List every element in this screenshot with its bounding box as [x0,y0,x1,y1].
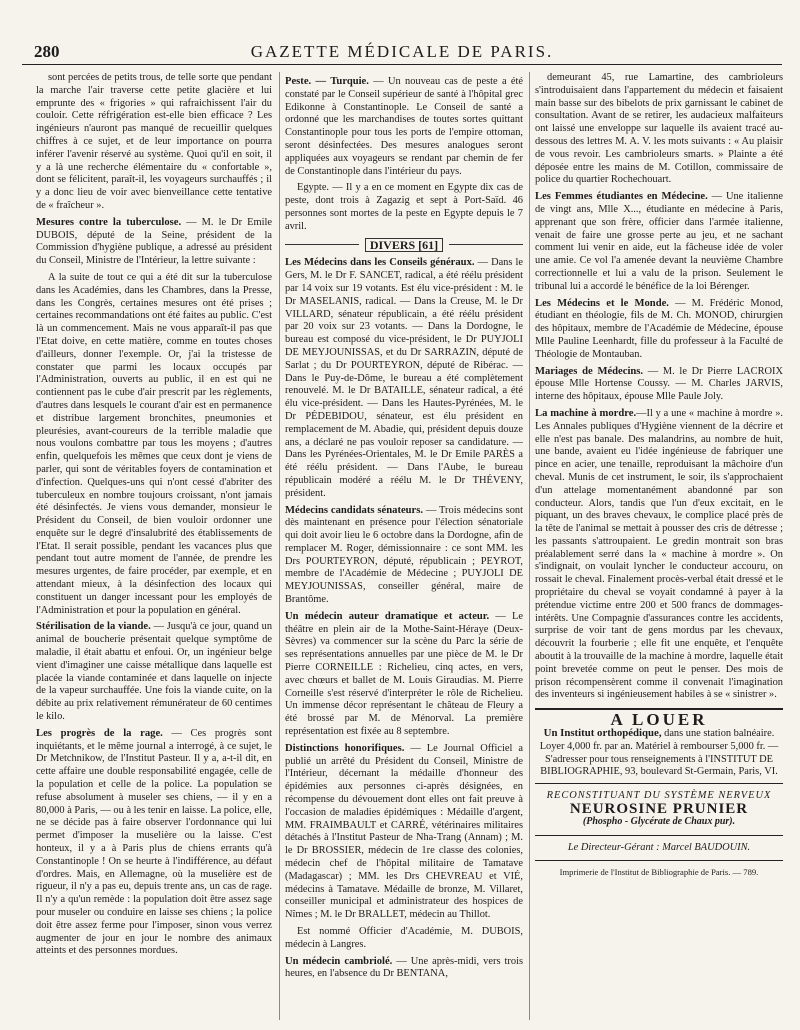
article-title: Mesures contre la tuberculose. [36,216,182,228]
article-text: — Le théâtre en plein air de la Mothe-Saint-Héraye (Deux-Sèvres) va commencer sur la scène du Parc la série de ses représentations annuelles par une pièce de M. le Dr Pierre CORNEILLE : Richelieu, cinq actes, en vers, avec chœurs et ballet de M. Louis Giraudias. M. Pierre Corneille s'est réservé d'interpréter le rôle de Richelieu. Un immense décor représentant le château de Fleury a été brossé par M. de Ménorval. La première représentation est fixée au 8 septembre. [285,610,523,738]
article-title: Stérilisation de la viande. [36,621,151,633]
article-title: Un médecin auteur dramatique et acteur. [285,610,490,622]
article-text: — Ces progrès sont inquiétants, et le même journal a interrogé, à ce sujet, le Dr Metchnikow, de l'Institut Pasteur. Il y a, a-t-il dit, en cette affaire une double responsabilité engagée, celle de la population et celle de la police. La population se refuse absolument à museler ses chiens, — il y en a 80,000 à Paris, — ou à les tenir en laisse. La police, elle, ne se décide pas à faire observer l'ordonnance qui lui permet d'imposer la muselière ou la laisse. C'est honteux, il y a à Paris plus de chiens errants qu'à Constantinople ! On se heurte à l'indifférence, au défaut d'ordres. Mais, en Allemagne, où la muselière est de rigueur, il n'y a pas eu, depuis trente ans, un cas de rage. Il n'y a qu'un remède : la population doit être assez sage pour museler ou conduire en laisse ses chiens ; la police doit être assez ferme pour l'imposer, sinon vous verrez augmenter de jour en jour le nombre des animaux atteints et des personnes mordues. [36,727,272,957]
article-text: demeurant 45, rue Lamartine, des cambrioleurs s'introduisaient dans l'appartement du médecin et faisaient main basse sur des bibelots de prix garnissant le cabinet de consultation. Avant de se retirer, les audacieux malfaiteurs ont laissé une enveloppe sur laquelle ils avaient tracé au-dessous des lettres M. A. V. les mots suivants : « Au plaisir de vous revoir. Les cambrioleurs smarts. » Plainte a été déposée entre les mains de M. Cotillon, commissaire de police du quartier Rochechouart. [535,72,783,186]
article-text: — M. le Dr Pierre LACROIX épouse Mlle Hortense Coussy. — M. Charles JARVIS, interne des hôpitaux, épouse Mlle Paule Joly. [535,365,783,403]
article-title: Les progrès de la rage. [36,727,163,739]
page-header [22,40,782,65]
article-intro: sont percées de petits trous, de telle sorte que pendant la marche l'air traverse cette petite glacière et lui emprunte des « frigories » qui rafraichissent l'air du couloir. Cette réfrigération est-elle bien efficace ? Les ingénieurs n'auront pas manqué de recueillir quelques chiffres à ce sujet, et de leur importance on pourra inférer l'avenir réservé au système. Quoi qu'il en soit, il y a là une recherche élémentaire du « confortable », dont se félicitent, paraît-il, les voyageurs surchauffés ; il y a donc lieu de voir avec bienveillance cette tentative de « fraîcheur ». [36,72,272,211]
article-text: — Dans le Gers, M. le Dr F. SANCET, radical, a été réélu président par 14 voix sur 19 votants. Est élu vice-président : M. le Dr MASELANIS, radical. — Dans la Creuse, M. le Dr VILLARD, sénateur républicain, a été réélu président par 20 voix sur 23 votants. — Dans la Dordogne, le bureau est composé du vice-président, le Dr PUYJOLI DE MEYJOUNISSAS, et du Dr SARRAZIN, député de Sarlat ; du Dr POURTEYRON, député de Ribérac. — Dans le Puy-de-Dôme, le bureau a été complètement renouvelé. M. le Dr BATAILLE, sénateur radical, a été élu vice-président. — Dans les Hautes-Pyrénées, M. le Dr PÉDEBIDOU, sénateur, est élu président en remplacement de M. Abadie, qui, président depuis douze ans, a déclaré ne pas vouloir reposer sa candidature. — Dans les Pyrénées-Orientales, M. le Dr Emile PARÈS a été réélu président. — Dans l'Aube, le bureau républicain modéré a réélu M. le Dr THÉVENY, président. [285,257,523,499]
section-label: DIVERS [61] [365,238,443,253]
article-title: Peste. — Turquie. [285,76,369,87]
ad-text: dans une station balnéaire. Loyer 4,000 fr. par an. Matériel à rembourser 5,000 fr. — S'adresser pour tous renseignements à l'INSTITUT DE BIBLIOGRAPHIE, 93, boulevard St-Germain, Paris, VI. [539,728,779,778]
director-signature: Le Directeur-Gérant : Marcel BAUDOUIN. [535,836,783,862]
ad-body [535,727,783,779]
advertisement-a-louer [535,708,783,784]
advertisement-neurosine [535,784,783,835]
divider [285,244,359,245]
article-title: Les Médecins et le Monde. [535,297,669,309]
article-text: —Il y a une « machine à mordre ». Les Annales publiques d'Hygiène viennent de la décrire et elle n'est pas banale. Des malandrins, au nombre de huit, une bande, avaient eu l'idée ingénieuse de fabriquer une pince en acier, une tenaille, reproduisant la mâchoire d'un cheval. Munis de cet instrument, le soir, ils s'approchaient d'un attelage momentanément abandonné par son conducteur. Alors, tandis que l'un d'eux excitait, en le piquant, un des braves chevaux, le complice placé près de la tête de l'animal se mettait à pousser des cris de détresse ; les passants s'attroupaient. Le gredin montrait son bras préalablement serré dans la « machine à mordre ». On s'indignait, on voulait lyncher le conducteur accouru, on rossait le cheval. Finalement procès-verbal était dressé et le propriétaire du cheval se voyait condamné à payer à la prétendue victime entre 200 et 500 francs de dommages-intérêts. Une Compagnie d'assurances contre les accidents, surprise de voir tant de gens mordus par les chevaux, découvrit la fourberie ; elle fit une enquête, et l'enquête aboutit à la trouvaille de la machine à mordre, laquelle était point brevetée comme on peut le penser. Des mois de prison récompensèrent comme il convenait l'imagination des inventeurs si ingénieusement habiles à se « sinistrer ». [535,407,783,701]
page-number: 280 [34,42,60,61]
article-text: — Jusqu'à ce jour, quand un animal de boucherie présentait quelque symptôme de maladie, il était abattu et enfoui. Or, un ingénieur belge vient d'imaginer une caisse métallique dans laquelle est placée la viande contaminée et dans laquelle on injecte de la vapeur surchauffée. Une fois la viande cuite, on la débite au prix relativement rémunérateur de 60 centimes le kilo. [36,621,272,723]
column-divider [279,72,280,1020]
article-text: — Le Journal Officiel a publié un arrêté du Président du Conseil, Ministre de l'Intérieur, décernant la médaille d'honneur des épidémies aux personnes ci-après désignées, en récompense du dévouement dont elles ont fait preuve à l'occasion de maladies épidémiques : Médaille d'argent, MM. FRAIMBAULT et CARRÉ, vétérinaires militaires détachés à l'Institut Pasteur de Nha-Trang (Annam) ; M. le Dr BROSSIER, médecin de 1re classe des colonies, médecin chef de l'hôpital militaire de Tamatave (Madagascar) ; MM. les Drs CHEVREAU et VIÉ, médecins à Tamatave. Médaille de bronze, M. Villaret, conseiller municipal et administrateur des hospices de Nîmes ; M. le Dr BRALLET, médecin au Thillot. [285,742,523,921]
article-title: Mariages de Médecins. [535,365,644,377]
article-title: Les Femmes étudiantes en Médecine. [535,191,708,203]
article-title: Médecins candidats sénateurs. [285,504,424,516]
ad-subtitle: Un Institut orthopédique, [543,727,662,740]
column-right [535,72,783,1020]
article-text: — Une après-midi, vers trois heures, en l'absence du Dr BENTANA, [285,955,523,980]
column-left [36,72,272,1020]
ad-title: A LOUER [610,710,708,730]
article-title: La machine à mordre. [535,407,637,419]
article-text: — M. le Dr Emile DUBOIS, député de la Seine, président de la Commission d'hygiène publique, a adressé au président du Conseil, Ministre de l'Intérieur, la lettre suivante : [36,216,272,267]
section-header-divers [285,238,523,253]
article-text: — Trois médecins sont dès maintenant en présence pour l'élection sénatoriale qui doit avoir lieu le 6 octobre dans la Dordogne, afin de remplacer M. Roger, démissionnaire : ce sont MM. les Drs POURTEYRON, député, républicain ; PEYROT, membre de l'Académie de Médecine ; PUYJOLI DE MEYJOUNISSAS, conseiller général, maire de Brantôme. [285,504,523,606]
article-text: — Une italienne de vingt ans, Mlle X..., étudiante en médecine à Paris, apprenant que son frère, officier dans l'armée italienne, venait de faire une grosse perte au jeu, et ne sachant comment lui venir en aide, eut la fâcheuse idée de voler une amie. Ce vol l'a amenée devant la neuvième Chambre correctionnelle et lui a valu de la prison. Seulement le tribunal lui a accordé le bénéfice de la loi Bérenger. [535,191,783,292]
divider [449,244,523,245]
article-title: Distinctions honorifiques. [285,742,405,754]
article-title: Un médecin cambriolé. [285,955,393,967]
article-text: — Un nouveau cas de peste a été constaté par le Conseil supérieur de santé à l'hôpital grec Edikonne à Constantinople. Le Conseil de santé a ordonné que les marchandises de toutes sortes quittant Constantinople pour tous les ports de l'empire ottoman, seront désinfectées. Des mesures analogues seront appliquées aux voyageurs se rendant par chemin de fer de Constantinople dans l'intérieur du pays. [285,76,523,177]
article-text: Egypte. — Il y a en ce moment en Egypte dix cas de peste, dont trois à Zagazig et sept à Port-Saïd. 46 personnes sont mortes de la peste en Egypte depuis le 7 avril. [285,182,523,232]
ad-tagline: RECONSTITUANT DU SYSTÈME NERVEUX [546,790,772,802]
printer-imprint: Imprimerie de l'Institut de Bibliographie de Paris. — 789. [559,867,759,878]
article-text: Est nommé Officier d'Académie, M. DUBOIS, médecin à Langres. [285,926,523,950]
article-title: Les Médecins dans les Conseils généraux. [285,257,475,269]
article-text: A la suite de tout ce qui a été dit sur la tuberculose dans les Académies, dans les Chambres, dans la Presse, dans les Congrès, certaines mesures ont été prises ; certaines recommandations ont été faites au public. C'est là un commencement. Mais ne vous apparaît-il pas que l'Etat doive, en cette matière, comme en toutes choses d'ailleurs, donner l'exemple. Or, j'ai la tristesse de constater que parmi les locaux occupés par l'Administration, ouverts au public, il en est qui ne contiennent pas le cube d'air prescrit par les règlements, d'autres dans lesquels le courant d'air est en permanence et distribue largement bronchites, pneumonies et pleurésies, avant-coureurs de la terrible maladie que nous voulons combattre par tous les moyens ; d'autres enfin, quelquefois les mêmes que ceux dont je viens de parler, qui sont de véritables foyers de contamination et d'infection. Quelques-uns qui n'ont cessé d'abriter des tuberculeux en nombre toujours croissant, n'ont jamais été désinfectés. Je viens vous demander, monsieur le Président du Conseil, de bien vouloir ordonner une enquête sur le degré d'insalubrité des établissements de l'Etat. Il serait possible, pendant les vacances plus que pendant tout autre moment de l'année, de prendre les mesures urgentes, de faire procéder, par exemple, et en attendant mieux, à la désinfection des locaux qui constituent un danger incessant pour les employés de l'Administration et pour la population en général. [36,271,272,616]
ad-product-name: NEUROSINE PRUNIER [569,801,749,818]
ad-product-detail: (Phospho - Glycérate de Chaux pur). [582,815,736,827]
column-middle [285,72,523,1020]
article-text: — M. Frédéric Monod, étudiant en théologie, fils de M. Ch. MONOD, chirurgien des hôpitaux, membre de l'Académie de Médecine, épouse Mlle Pauline Leenhardt, fille du professeur à la Faculté de Théologie de Montauban. [535,297,783,360]
journal-title: GAZETTE MÉDICALE DE PARIS. [250,42,554,61]
column-divider [529,72,530,1020]
